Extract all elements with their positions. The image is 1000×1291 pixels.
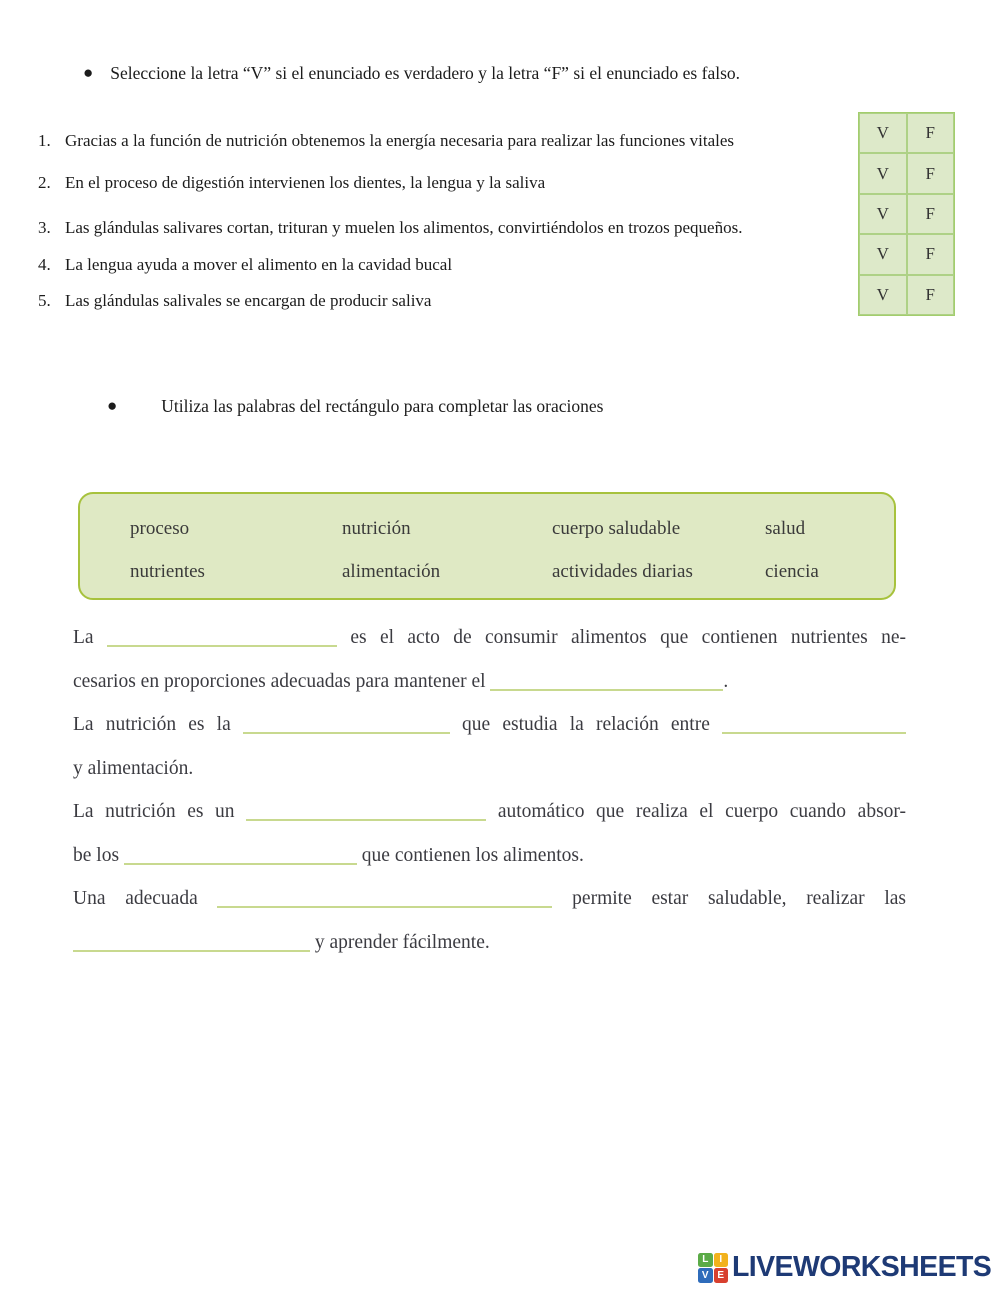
sentence-line (73, 757, 906, 801)
tf-cell-f-row3[interactable]: F (907, 194, 955, 234)
tf-statement (38, 172, 850, 193)
instruction-true-false (83, 62, 740, 85)
answer-blank[interactable] (217, 906, 552, 908)
sentence-text: be los (73, 844, 120, 866)
sentence-text: . (723, 670, 729, 692)
instruction-true-false-text: Seleccione la letra “V” si el enunciado es verdadero y la letra “F” si el enunciado es falso. (110, 63, 741, 83)
tf-statement-number: 5. (38, 291, 51, 310)
liveworksheets-logo-icon (698, 1253, 728, 1283)
word-bank-word: alimentación (342, 561, 441, 582)
sentence-line (73, 670, 906, 714)
sentence-text: La nutrición es un (73, 801, 235, 822)
word-bank-word: actividades diarias (552, 561, 693, 582)
sentence-line (73, 931, 906, 975)
sentence-text: automático que realiza el cuerpo cuando absor- (497, 801, 907, 822)
answer-blank[interactable] (243, 732, 450, 734)
logo-square-v: V (698, 1268, 713, 1283)
answer-blank[interactable] (490, 689, 723, 691)
tf-statement (38, 130, 850, 151)
word-bank-word: proceso (130, 518, 190, 539)
word-bank-word: nutrientes (130, 561, 205, 582)
sentence-line (73, 887, 906, 931)
tf-statement-text: La lengua ayuda a mover el alimento en la cavidad bucal (65, 255, 453, 274)
word-bank-box (78, 492, 896, 600)
word-bank-word: salud (765, 518, 806, 539)
tf-cell-v-row5[interactable]: V (859, 275, 907, 315)
tf-statement (38, 290, 850, 311)
sentence-text: y alimentación. (73, 757, 194, 779)
logo-square-e: E (714, 1268, 729, 1283)
word-bank-word: cuerpo saludable (552, 518, 681, 539)
tf-cell-f-row5[interactable]: F (907, 275, 955, 315)
tf-statement-number: 1. (38, 131, 51, 150)
sentence-text: Una adecuada (73, 888, 198, 909)
sentence-text: cesarios en proporciones adecuadas para mantener el (73, 670, 486, 692)
tf-statement (38, 254, 850, 275)
tf-cell-v-row2[interactable]: V (859, 153, 907, 193)
tf-cell-v-row4[interactable]: V (859, 234, 907, 274)
tf-statement-number: 2. (38, 173, 51, 192)
sentence-line (73, 800, 906, 844)
word-bank-word: nutrición (342, 518, 411, 539)
tf-cell-f-row2[interactable]: F (907, 153, 955, 193)
tf-cell-f-row1[interactable]: F (907, 113, 955, 153)
answer-blank[interactable] (124, 863, 357, 865)
fill-in-sentences (73, 626, 906, 974)
word-bank-word: ciencia (765, 561, 819, 582)
tf-statement-text: En el proceso de digestión intervienen los dientes, la lengua y la saliva (65, 173, 546, 192)
sentence-text: La nutrición es la (73, 714, 231, 735)
tf-statement-number: 4. (38, 255, 51, 274)
logo-square-i: I (714, 1253, 729, 1268)
tf-statement-number: 3. (38, 218, 51, 237)
liveworksheets-logo (698, 1251, 991, 1284)
sentence-text: permite estar saludable, realizar las (572, 888, 907, 909)
bullet-icon: ● (107, 396, 118, 415)
instruction-fill-in-text: Utiliza las palabras del rectángulo para completar las oraciones (161, 396, 604, 416)
answer-blank[interactable] (722, 732, 906, 734)
sentence-text: es el acto de consumir alimentos que contienen nutrientes ne- (350, 627, 907, 648)
answer-blank[interactable] (246, 819, 486, 821)
tf-cell-v-row1[interactable]: V (859, 113, 907, 153)
true-false-answer-table (858, 112, 955, 316)
sentence-text: y aprender fácilmente. (314, 931, 490, 953)
answer-blank[interactable] (73, 950, 310, 952)
sentence-text: que contienen los alimentos. (361, 844, 584, 866)
sentence-text: La (73, 627, 94, 648)
tf-statement-text: Gracias a la función de nutrición obtenemos la energía necesaria para realizar las funciones vitales (65, 131, 734, 150)
sentence-line (73, 713, 906, 757)
liveworksheets-logo-text: LIVEWORKSHEETS (732, 1251, 992, 1283)
logo-square-l: L (698, 1253, 713, 1268)
sentence-line (73, 844, 906, 888)
tf-statement-text: Las glándulas salivares cortan, trituran y muelen los alimentos, convirtiéndolos en trozos pequeños. (65, 218, 743, 237)
answer-blank[interactable] (107, 645, 337, 647)
tf-statement (38, 217, 850, 238)
tf-cell-f-row4[interactable]: F (907, 234, 955, 274)
sentence-text: que estudia la relación entre (462, 714, 710, 735)
sentence-line (73, 626, 906, 670)
tf-statement-text: Las glándulas salivales se encargan de producir saliva (65, 291, 432, 310)
instruction-fill-in (107, 395, 603, 418)
bullet-icon: ● (83, 63, 94, 82)
tf-cell-v-row3[interactable]: V (859, 194, 907, 234)
